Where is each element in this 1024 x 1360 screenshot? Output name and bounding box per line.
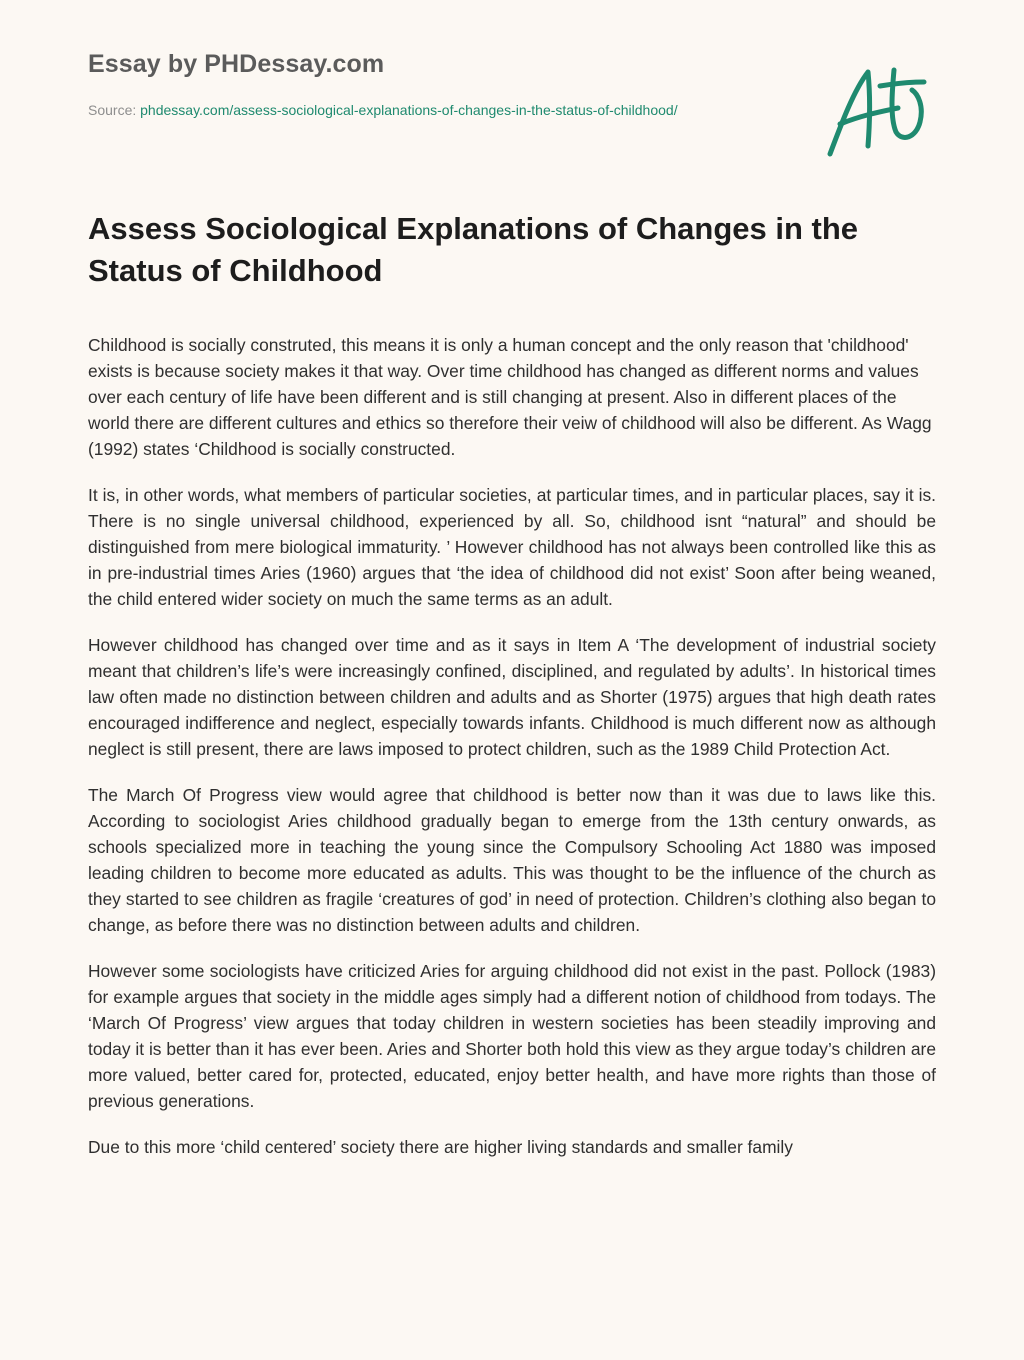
source-line — [88, 100, 748, 121]
essay-body — [88, 332, 936, 1180]
site-title: Essay by PHDessay.com — [88, 50, 385, 78]
essay-paragraph: However some sociologists have criticized Aries for arguing childhood did not exist in the past. Pollock (1983) for example argues that society in the middle ages simply had a different notion of childhood from todays. The ‘March Of Progress’ view argues that today children in western societies has been steadily improving and today it is better than it has ever been. Aries and Shorter both hold this view as they argue today’s children are more valued, better cared for, protected, educated, enjoy better health, and have more rights than those of previous generations. — [88, 961, 936, 1111]
essay-paragraph: Childhood is socially construted, this means it is only a human concept and the only reason that 'childhood' exists is because society makes it that way. Over time childhood has changed as different norms and values over each century of life have been different and is still changing at present. Also in different places of the world there are different cultures and ethics so therefore their veiw of childhood will also be different. As Wagg (1992) states ‘Childhood is socially constructed. — [88, 335, 932, 459]
essay-paragraph: It is, in other words, what members of particular societies, at particular times, and in particular places, say it is. There is no single universal childhood, experienced by all. So, childhood isnt “natural” and should be distinguished from mere biological immaturity. ’ However childhood has not always been controlled like this as in pre-industrial times Aries (1960) argues that ‘the idea of childhood did not exist’ Soon after being weaned, the child entered wider society on much the same terms as an adult. — [88, 485, 936, 609]
essay-paragraph: Due to this more ‘child centered’ society there are higher living standards and smaller family — [88, 1137, 793, 1157]
a-plus-logo — [820, 62, 930, 162]
essay-paragraph: However childhood has changed over time and as it says in Item A ‘The development of industrial society meant that children’s life’s were increasingly confined, disciplined, and regulated by adults’. In historical times law often made no distinction between children and adults and as Shorter (1975) argues that high death rates encouraged indifference and neglect, especially towards infants. Childhood is much different now as although neglect is still present, there are laws imposed to protect children, such as the 1989 Child Protection Act. — [88, 635, 936, 759]
source-label: Source: — [88, 102, 137, 118]
essay-paragraph: The March Of Progress view would agree that childhood is better now than it was due to laws like this. According to sociologist Aries childhood gradually began to emerge from the 13th century onwards, as schools specialized more in teaching the young since the Compulsory Schooling Act 1880 was imposed leading children to become more educated as adults. This was thought to be the influence of the church as they started to see children as fragile ‘creatures of god’ in need of protection. Children’s clothing also began to change, as before there was no distinction between adults and children. — [88, 785, 936, 935]
source-link[interactable]: phdessay.com/assess-sociological-explanations-of-changes-in-the-status-of-childhood/ — [140, 102, 678, 118]
essay-title: Assess Sociological Explanations of Changes in the Status of Childhood — [88, 211, 859, 288]
